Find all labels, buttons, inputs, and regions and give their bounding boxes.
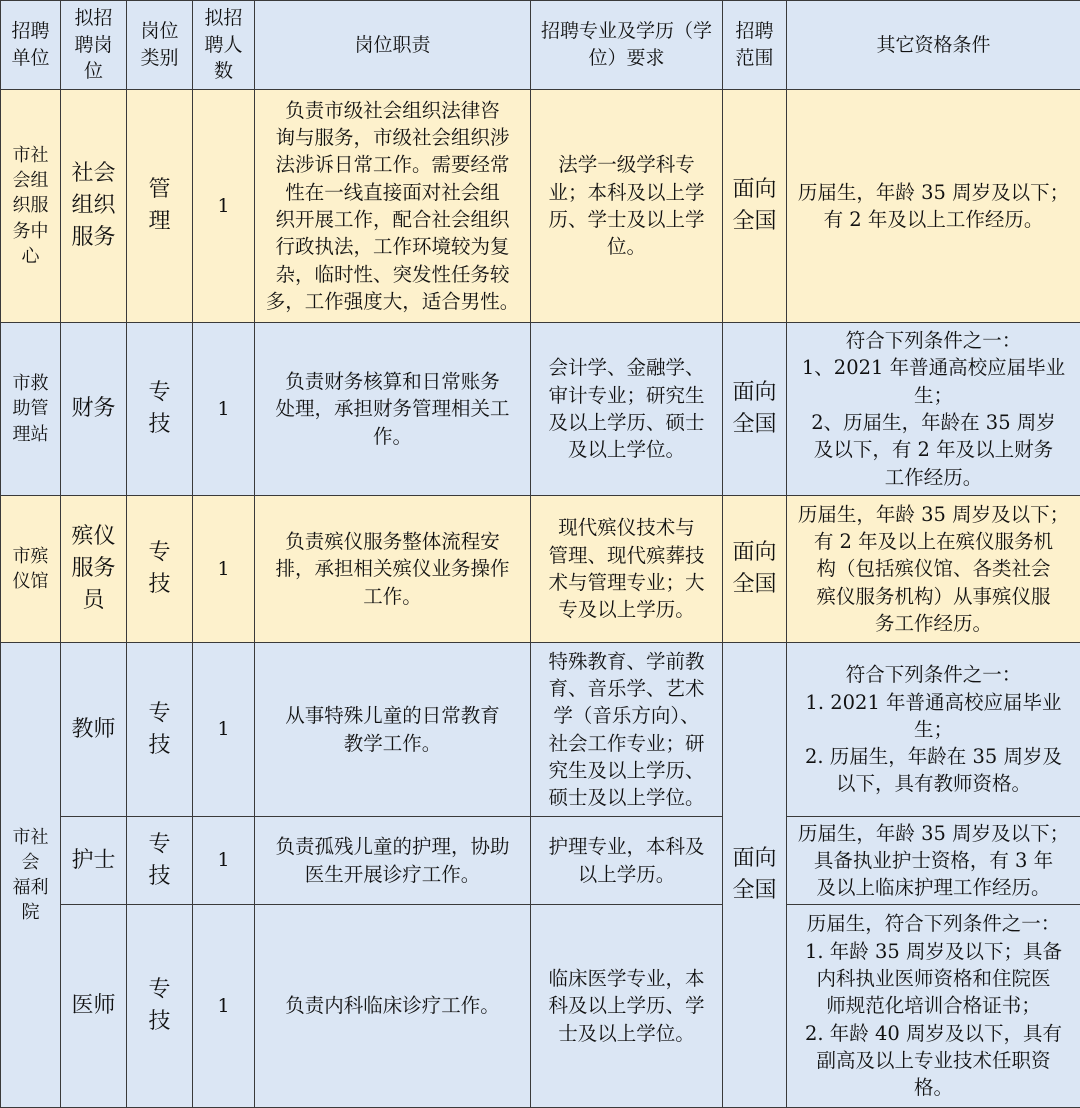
duty-cell: 负责内科临床诊疗工作。 (255, 905, 531, 1108)
requirement-cell: 护理专业，本科及 以上学历。 (531, 817, 723, 905)
table-row (1, 90, 1080, 323)
count-cell: 1 (193, 323, 255, 496)
position-cell: 医师 (61, 905, 127, 1108)
requirement-cell: 法学一级学科专 业；本科及以上学 历、学士及以上学 位。 (531, 90, 723, 323)
header-scope: 招聘 范围 (723, 1, 787, 90)
category-cell: 专 技 (127, 496, 193, 643)
count-cell: 1 (193, 817, 255, 905)
scope-cell: 面向 全国 (723, 323, 787, 496)
position-cell: 教师 (61, 643, 127, 817)
unit-cell: 市殡 仪馆 (1, 496, 61, 643)
header-requirement: 招聘专业及学历（学 位）要求 (531, 1, 723, 90)
unit-cell: 市社 会组 织服 务中 心 (1, 90, 61, 323)
category-cell: 专 技 (127, 323, 193, 496)
position-cell: 护士 (61, 817, 127, 905)
other-cell: 历届生，年龄 35 周岁及以下； 有 2 年及以上在殡仪服务机 构（包括殡仪馆、各类社会 殡仪服务机构）从事殡仪服 务工作经历。 (787, 496, 1080, 643)
scope-cell: 面向 全国 (723, 496, 787, 643)
header-duty: 岗位职责 (255, 1, 531, 90)
other-cell: 历届生，符合下列条件之一： 1. 年龄 35 周岁及以下；具备 内科执业医师资格和住院医 师规范化培训合格证书； 2. 年龄 40 周岁及以下，具有 副高及以上专业技术任职资 格。 (787, 905, 1080, 1108)
category-cell: 专 技 (127, 817, 193, 905)
header-other: 其它资格条件 (787, 1, 1080, 90)
unit-cell: 市社 会 福利 院 (1, 643, 61, 1108)
count-cell: 1 (193, 905, 255, 1108)
duty-cell: 从事特殊儿童的日常教育 教学工作。 (255, 643, 531, 817)
count-cell: 1 (193, 496, 255, 643)
header-unit: 招聘 单位 (1, 1, 61, 90)
other-cell: 历届生，年龄 35 周岁及以下； 有 2 年及以上工作经历。 (787, 90, 1080, 323)
count-cell: 1 (193, 643, 255, 817)
table-row (1, 323, 1080, 496)
duty-cell: 负责殡仪服务整体流程安 排，承担相关殡仪业务操作 工作。 (255, 496, 531, 643)
header-position: 拟招 聘岗 位 (61, 1, 127, 90)
header-count: 拟招 聘人 数 (193, 1, 255, 90)
duty-cell: 负责市级社会组织法律咨 询与服务，市级社会组织涉 法涉诉日常工作。需要经常 性在一线直接面对社会组 织开展工作，配合社会组织 行政执法，工作环境较为复 杂，临时性、突发性任务较 多，工作强度大，适合男性。 (255, 90, 531, 323)
table-row (1, 643, 1080, 817)
duty-cell: 负责孤残儿童的护理，协助 医生开展诊疗工作。 (255, 817, 531, 905)
duty-cell: 负责财务核算和日常账务 处理，承担财务管理相关工 作。 (255, 323, 531, 496)
category-cell: 专 技 (127, 643, 193, 817)
unit-cell: 市救 助管 理站 (1, 323, 61, 496)
table-row (1, 905, 1080, 1108)
other-cell: 符合下列条件之一： 1、2021 年普通高校应届毕业 生； 2、历届生，年龄在 35 周岁 及以下，有 2 年及以上财务 工作经历。 (787, 323, 1080, 496)
requirement-cell: 会计学、金融学、 审计专业；研究生 及以上学历、硕士 及以上学位。 (531, 323, 723, 496)
requirement-cell: 临床医学专业，本 科及以上学历、学 士及以上学位。 (531, 905, 723, 1108)
category-cell: 专 技 (127, 905, 193, 1108)
requirement-cell: 特殊教育、学前教 育、音乐学、艺术 学（音乐方向）、 社会工作专业；研 究生及以上学历、 硕士及以上学位。 (531, 643, 723, 817)
other-cell: 历届生，年龄 35 周岁及以下； 具备执业护士资格，有 3 年 及以上临床护理工作经历。 (787, 817, 1080, 905)
other-cell: 符合下列条件之一： 1. 2021 年普通高校应届毕业 生； 2. 历届生，年龄在 35 周岁及 以下，具有教师资格。 (787, 643, 1080, 817)
table-row (1, 496, 1080, 643)
scope-cell: 面向 全国 (723, 643, 787, 1108)
requirement-cell: 现代殡仪技术与 管理、现代殡葬技 术与管理专业；大 专及以上学历。 (531, 496, 723, 643)
position-cell: 财务 (61, 323, 127, 496)
count-cell: 1 (193, 90, 255, 323)
table-row (1, 817, 1080, 905)
position-cell: 社会 组织 服务 (61, 90, 127, 323)
header-row (1, 1, 1080, 90)
position-cell: 殡仪 服务 员 (61, 496, 127, 643)
category-cell: 管 理 (127, 90, 193, 323)
header-category: 岗位 类别 (127, 1, 193, 90)
scope-cell: 面向 全国 (723, 90, 787, 323)
